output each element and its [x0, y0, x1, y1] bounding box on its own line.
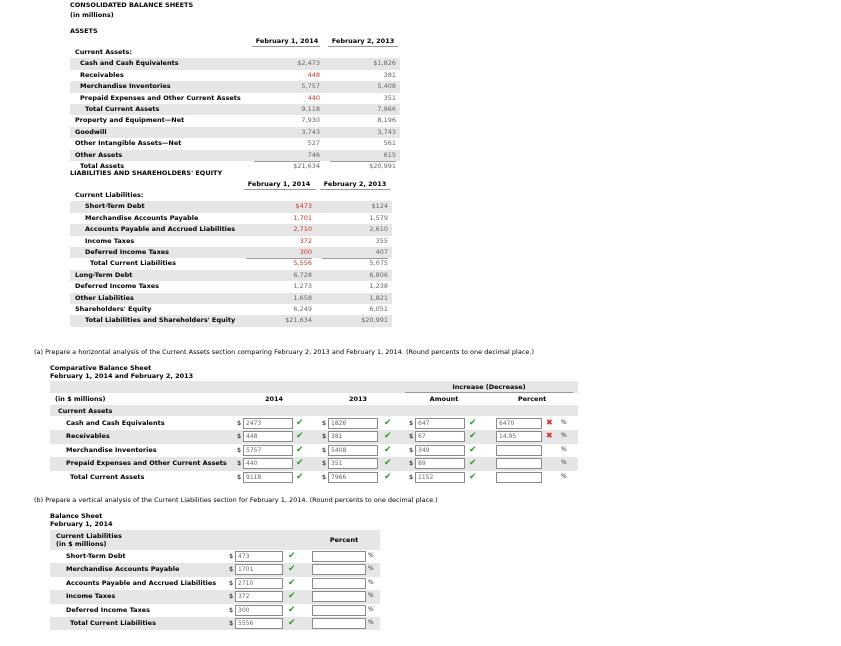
liab-row-label: Long-Term Debt — [75, 270, 133, 279]
dollar-sign: $ — [237, 419, 242, 427]
check-icon: ✔ — [296, 444, 304, 455]
qb-row-label: Income Taxes — [66, 592, 116, 601]
liab-value-2013: 5,075 — [369, 259, 388, 268]
input-value[interactable]: 473 — [235, 551, 283, 562]
liab-value-2013: 6,051 — [369, 305, 388, 313]
x-icon: ✖ — [546, 431, 553, 441]
bs-title: CONSOLIDATED BALANCE SHEETS — [70, 1, 194, 9]
dollar-sign: $ — [322, 472, 327, 481]
assets-value-2014: 448 — [307, 70, 320, 79]
assets-value-2014: 7,930 — [301, 116, 320, 125]
assets-value-2013: 615 — [383, 150, 396, 159]
input-value[interactable]: 1701 — [235, 564, 283, 575]
check-icon: ✔ — [296, 471, 304, 482]
dollar-sign: $ — [229, 578, 234, 587]
assets-row-label: Receivables — [80, 70, 124, 79]
liab-value-2013: 1,821 — [369, 293, 388, 302]
assets-row-label: Current Assets: — [75, 48, 132, 56]
liab-value-2013: $20,991 — [361, 316, 388, 325]
dollar-sign: $ — [229, 565, 234, 574]
input-percent[interactable] — [312, 564, 366, 575]
liab-value-2014: $21,634 — [285, 316, 312, 325]
input-percent[interactable] — [496, 458, 542, 469]
assets-value-2013: 8,196 — [377, 116, 396, 125]
assets-value-2013: 3,743 — [377, 127, 396, 136]
assets-row-label: Prepaid Expenses and Other Current Assets — [80, 93, 241, 102]
percent-sign: % — [561, 472, 567, 480]
assets-row-label: Total Assets — [80, 162, 125, 170]
assets-value-2013: 5,408 — [377, 82, 396, 91]
assets-row-label: Other Assets — [75, 150, 123, 159]
liab-row-label: Shareholders' Equity — [75, 305, 152, 313]
percent-sign: % — [368, 565, 374, 573]
liab-value-2014: 5,556 — [293, 259, 312, 268]
check-icon: ✔ — [288, 564, 296, 575]
qb-row-label: Total Current Liabilities — [70, 619, 156, 627]
input-percent[interactable]: 6470 — [496, 418, 542, 429]
input-amount[interactable]: 647 — [415, 418, 465, 429]
assets-row-label: Total Current Assets — [85, 105, 160, 113]
qb-title1: Balance Sheet — [50, 512, 103, 520]
input-value[interactable]: 2710 — [235, 578, 283, 589]
input-2013[interactable]: 5408 — [328, 445, 378, 456]
check-icon: ✔ — [296, 431, 304, 442]
check-icon: ✔ — [288, 551, 296, 561]
assets-value-2013: $20,991 — [369, 162, 396, 170]
qa-row-label: Receivables — [66, 432, 110, 441]
qb-row-label: Merchandise Accounts Payable — [66, 565, 180, 574]
input-2013[interactable]: 381 — [328, 431, 378, 442]
assets-row-label: Property and Equipment—Net — [75, 116, 185, 125]
input-percent[interactable] — [312, 591, 366, 602]
input-amount[interactable]: 67 — [415, 431, 465, 442]
liab-value-2013: 2,610 — [369, 225, 388, 234]
liab-value-2013: $124 — [371, 202, 388, 211]
input-2014[interactable]: 2473 — [243, 418, 293, 429]
check-icon: ✔ — [384, 458, 392, 469]
liab-value-2014: 2,710 — [293, 225, 312, 234]
dollar-sign: $ — [322, 419, 327, 427]
liab-row-label: Deferred Income Taxes — [75, 282, 160, 291]
assets-value-2014: 527 — [307, 139, 320, 148]
liab-value-2014: 300 — [299, 248, 312, 256]
assets-value-2013: $1,826 — [373, 59, 396, 68]
input-2013[interactable]: 351 — [328, 458, 378, 469]
liab-value-2014: 6,249 — [293, 305, 312, 313]
qa-row-label: Cash and Cash Equivalents — [66, 419, 165, 427]
assets-value-2013: 7,966 — [377, 105, 396, 113]
percent-sign: % — [368, 552, 374, 559]
liab-row-label: Current Liabilities: — [75, 191, 144, 199]
percent-sign: % — [368, 605, 374, 613]
check-icon: ✔ — [469, 418, 477, 428]
check-icon: ✔ — [296, 458, 304, 469]
assets-value-2014: $2,473 — [297, 59, 320, 68]
liab-col-header-2013: February 2, 2013 — [323, 180, 387, 188]
input-amount[interactable]: 89 — [415, 458, 465, 469]
dollar-sign: $ — [229, 619, 234, 627]
qa-title1: Comparative Balance Sheet — [50, 364, 152, 372]
check-icon: ✔ — [288, 618, 296, 628]
qa-row-label: Merchandise Inventories — [66, 445, 157, 454]
qb-units-header: (in $ millions) — [56, 540, 107, 548]
check-icon: ✔ — [288, 591, 296, 602]
liab-value-2014: 6,728 — [293, 270, 312, 279]
liab-value-2013: 355 — [375, 236, 388, 245]
dollar-sign: $ — [322, 459, 327, 468]
input-percent[interactable] — [312, 618, 366, 629]
assets-value-2014: 9,118 — [301, 105, 320, 113]
input-amount[interactable]: 349 — [415, 445, 465, 456]
input-value[interactable]: 5556 — [235, 618, 283, 629]
qb-row-label: Deferred Income Taxes — [66, 605, 151, 614]
check-icon: ✔ — [469, 458, 477, 469]
qb-section-header: Current Liabilities — [56, 532, 122, 540]
liab-value-2013: 1,579 — [369, 213, 388, 222]
input-percent[interactable] — [312, 605, 366, 616]
percent-sign: % — [561, 459, 567, 467]
check-icon: ✔ — [469, 471, 477, 482]
dollar-sign: $ — [409, 459, 414, 468]
liab-value-2013: 6,806 — [369, 270, 388, 279]
increase-decrease-header: Increase (Decrease) — [452, 383, 526, 391]
dollar-sign: $ — [237, 432, 242, 441]
dollar-sign: $ — [229, 592, 234, 601]
check-icon: ✔ — [384, 431, 392, 442]
liab-col-header-2014: February 1, 2014 — [247, 180, 311, 188]
qa-header-percent: Percent — [517, 395, 547, 403]
liab-row-label: Merchandise Accounts Payable — [85, 213, 199, 222]
check-icon: ✔ — [469, 431, 477, 442]
percent-sign: % — [368, 578, 374, 586]
input-2014[interactable]: 440 — [243, 458, 293, 469]
assets-row-label: Other Intangible Assets—Net — [75, 139, 182, 148]
dollar-sign: $ — [409, 419, 414, 427]
qa-title2: February 1, 2014 and February 2, 2013 — [50, 372, 194, 380]
liab-value-2014: 372 — [299, 236, 312, 245]
input-2014[interactable]: 5757 — [243, 445, 293, 456]
assets-row-label: Merchandise Inventories — [80, 82, 171, 91]
assets-value-2014: 5,757 — [301, 82, 320, 91]
input-2013[interactable]: 7966 — [328, 472, 378, 483]
check-icon: ✔ — [296, 418, 304, 428]
dollar-sign: $ — [409, 445, 414, 454]
percent-sign: % — [561, 432, 567, 440]
check-icon: ✔ — [384, 418, 392, 428]
percent-sign: % — [368, 619, 374, 626]
qa-header-2013: 2013 — [348, 395, 368, 403]
input-percent[interactable] — [496, 445, 542, 456]
input-value[interactable]: 372 — [235, 591, 283, 602]
qb-row-label: Accounts Payable and Accrued Liabilities — [66, 578, 217, 587]
assets-value-2013: 381 — [383, 70, 396, 79]
liab-row-label: Deferred Income Taxes — [85, 248, 170, 256]
input-2014[interactable]: 9118 — [243, 472, 293, 483]
col-header-2014: February 1, 2014 — [255, 37, 319, 45]
check-icon: ✔ — [288, 577, 296, 588]
assets-value-2014: 3,743 — [301, 127, 320, 136]
assets-row-label: Goodwill — [75, 127, 107, 136]
liab-row-label: Short-Term Debt — [85, 202, 145, 211]
dollar-sign: $ — [322, 445, 327, 454]
qa-header-amount: Amount — [429, 395, 459, 403]
liab-row-label: Accounts Payable and Accrued Liabilities — [85, 225, 236, 234]
check-icon: ✔ — [288, 604, 296, 615]
qa-header-2014: 2014 — [264, 395, 284, 403]
liab-value-2013: 1,238 — [369, 282, 388, 291]
liab-row-label: Total Current Liabilities — [90, 259, 176, 268]
qb-title2: February 1, 2014 — [50, 520, 113, 528]
liab-value-2014: 1,273 — [293, 282, 312, 291]
assets-value-2014: $21,634 — [293, 162, 320, 170]
input-percent[interactable]: 14.95 — [496, 431, 542, 442]
qa-section-current-assets: Current Assets — [58, 407, 113, 415]
assets-heading: ASSETS — [70, 27, 98, 35]
dollar-sign: $ — [237, 472, 242, 481]
dollar-sign: $ — [409, 432, 414, 441]
dollar-sign: $ — [237, 445, 242, 454]
percent-sign: % — [368, 592, 374, 600]
input-percent[interactable] — [312, 578, 366, 589]
percent-sign: % — [561, 419, 567, 426]
liab-row-label: Total Liabilities and Shareholders' Equity — [85, 316, 236, 325]
instruction-a: (a) Prepare a horizontal analysis of the Current Assets section comparing February 2, 2013 and February 1, 2014. (Round percents to one decimal place.) — [34, 348, 535, 356]
liab-value-2014: $473 — [295, 202, 312, 211]
check-icon: ✔ — [384, 444, 392, 455]
qb-header-percent: Percent — [329, 536, 359, 544]
liab-row-label: Other Liabilities — [75, 293, 134, 302]
percent-sign: % — [561, 445, 567, 453]
liab-value-2014: 1,658 — [293, 293, 312, 302]
qa-row-label: Total Current Assets — [70, 472, 145, 481]
assets-row-label: Cash and Cash Equivalents — [80, 59, 179, 68]
col-header-2013: February 2, 2013 — [331, 37, 395, 45]
liab-value-2013: 407 — [375, 248, 388, 256]
liab-value-2014: 1,701 — [293, 213, 312, 222]
assets-value-2014: 440 — [307, 93, 320, 102]
input-2014[interactable]: 448 — [243, 431, 293, 442]
input-2013[interactable]: 1826 — [328, 418, 378, 429]
qa-row-label: Prepaid Expenses and Other Current Assets — [66, 459, 227, 468]
dollar-sign: $ — [229, 552, 234, 560]
input-value[interactable]: 300 — [235, 605, 283, 616]
dollar-sign: $ — [409, 472, 414, 481]
check-icon: ✔ — [469, 444, 477, 455]
assets-value-2013: 351 — [383, 93, 396, 102]
qa-units-header: (in $ millions) — [55, 395, 106, 403]
liab-heading: LIABILITIES AND SHAREHOLDERS' EQUITY — [70, 169, 223, 177]
liab-row-label: Income Taxes — [85, 236, 135, 245]
dollar-sign: $ — [229, 605, 234, 614]
assets-value-2013: 561 — [383, 139, 396, 148]
assets-value-2014: 746 — [307, 150, 320, 159]
input-percent[interactable] — [496, 472, 542, 483]
x-icon: ✖ — [546, 418, 553, 427]
dollar-sign: $ — [322, 432, 327, 441]
dollar-sign: $ — [237, 459, 242, 468]
bs-subtitle: (in millions) — [70, 11, 114, 19]
qb-row-label: Short-Term Debt — [66, 552, 126, 560]
instruction-b: (b) Prepare a vertical analysis of the Current Liabilities section for February 1, 2014. (Round percents to one decimal place.) — [34, 496, 438, 504]
check-icon: ✔ — [384, 471, 392, 482]
input-percent[interactable] — [312, 551, 366, 562]
input-amount[interactable]: 1152 — [415, 472, 465, 483]
